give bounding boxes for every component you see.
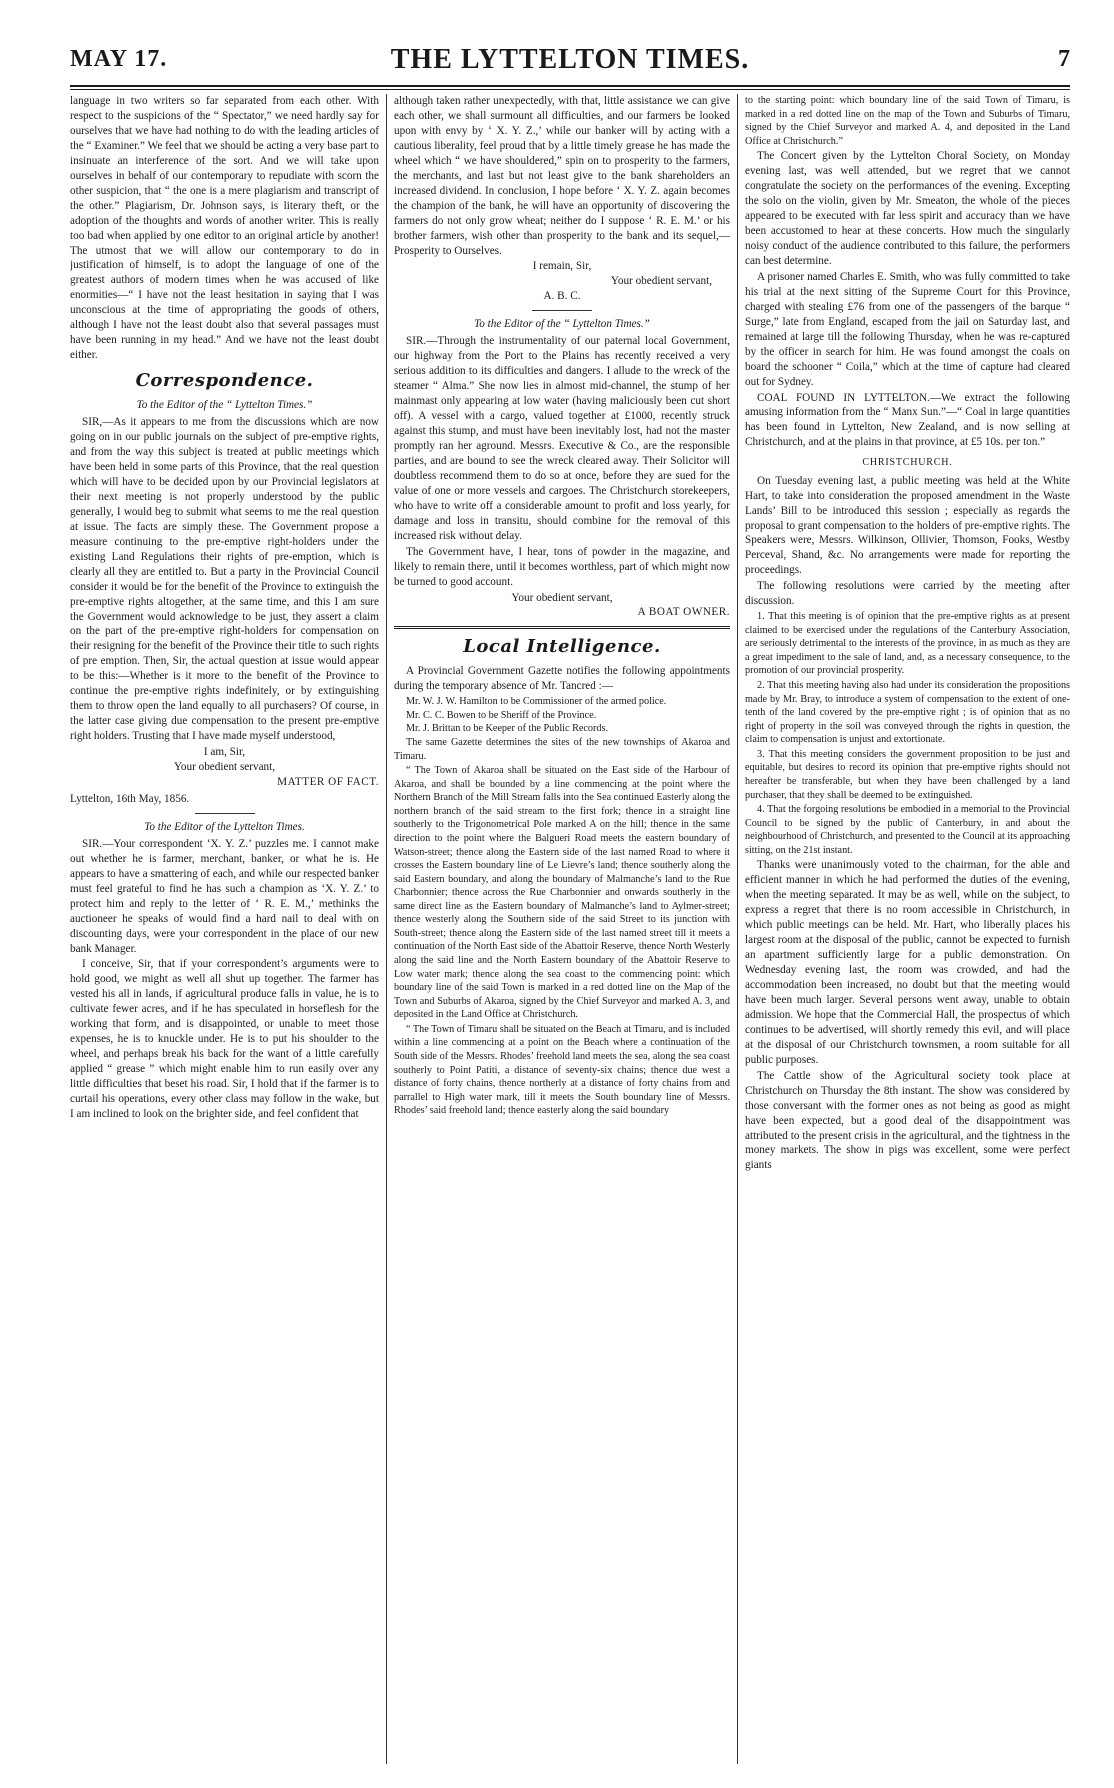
newspaper-title: THE LYTTELTON TIMES. xyxy=(390,44,750,75)
resolution: 4. That the forgoing resolutions be embodied in a memorial to the Provincial Council to be signed by the public of Canterbury, in and about the neighbourhood of Christchurch, and presented to the Council at its approaching sitting, on the 21st instant. xyxy=(745,804,1070,856)
gazette-timaru-continuation: to the starting point: which boundary line of the said Town of Timaru, is marked in a red dotted line on the map of the Town and Suburbs of Timaru, signed by the Chief Surveyor and marked A. 4, and deposited in the Land Office at Christchurch.” xyxy=(745,95,1070,147)
letter-body: SIR,—As it appears to me from the discussions which are now going on in our public journals on the subject of pre-emptive rights, and from the way this subject is treated at public meetings which have been held in some parts of this Province, that the real question which will have to be decided upon by our Provincial legislators at their next meeting is not properly understood by the public generally, I would beg to submit what seems to me the real question at issue. The facts are simply these. The Government propose a measure continuing to the pre-emptive right-holders under the existing Land Regulations their rights of pre-emption, which is clearly all they are entitled to. But a party in the Provincial Council consider it would be for the benefit of the Province to extinguish the pre-emptive rights altogether, at the same time, and this I am sure the Government would acknowledge to be just, they assert a claim on the part of the pre-emptive right-holders for compensation on their resigning for the benefit of the Province their title to such rights of pre emption. Then, Sir, the actual question at issue would appear to be this:—Whether is it more to the benefit of the Province to continue the pre-emptive rights indefinitely, or by extinguishing them to throw open the land equally to all purchasers? Of course, in the latter case giving due compensation to the present pre-emptive right holders. Trusting that I have made myself understood, xyxy=(70,416,379,743)
issue-date: MAY 17. xyxy=(70,46,168,72)
section-title-correspondence: Correspondence. xyxy=(135,370,314,392)
run-in-heading: COAL FOUND IN LYTTELTON. xyxy=(757,391,930,404)
header-rule-thin xyxy=(70,89,1070,90)
header-rule xyxy=(70,85,1070,87)
letter-closing: Your obedient servant, xyxy=(610,275,712,288)
column-3 xyxy=(745,94,1070,1764)
letter-closing: I remain, Sir, xyxy=(532,260,592,273)
news-item: The following resolutions were carried by the meeting after discussion. xyxy=(745,580,1070,608)
resolution: 2. That this meeting having also had under its consideration the propositions made by Mr. Bray, to introduce a system of compensation to the extent of one-tenth of the land covered by the pre-emptive right ; is of opinion that as no right of property in the soil was conveyed through the rights in question, the claim to compensation is unjust and extortionate. xyxy=(745,680,1070,746)
news-item-cattle-show: The Cattle show of the Agricultural society took place at Christchurch on Thursday the 8th instant. The show was considered by those conversant with the former ones as not being as good as might have been expected, but a good deal of the disappointment was attributed to the present crisis in the agricultural, and the tightness in the money markets. The show in pigs was excellent, some were perfect giants xyxy=(745,1069,1070,1172)
letter-address: To the Editor of the “ Lyttelton Times.” xyxy=(136,399,313,412)
page-number: 7 xyxy=(1058,46,1070,72)
letter-body: SIR.—Through the instrumentality of our paternal local Government, our highway from the Port to the Plains has recently received a very serious addition to its difficulties and dangers. I allude to the wreck of the steamer “ Alma.” She now lies in almost mid-channel, the stump of her mainmast only appearing at low water (having maliciously been cut short off). A vessel with a cargo, valued together at £1000, recently struck against this stump, and must have been inevitably lost, had not the master promptly ran her aground. Messrs. Executive & Co., are the responsible parties, and are bound to see the wreck cleared away. Their Solicitor will doubtless recommend them to do so at once, before they are sued for the value of one or more vessels and cargoes. The Christchurch storekeepers, who have to write off a considerable amount to profit and loss yearly, for damage and loss in transitu, should combine for the removal of this increased risk without delay. xyxy=(394,335,730,542)
letter-continuation: although taken rather unexpectedly, with that, little assistance we can give each other, we shall surmount all difficulties, and our farmers be looked upon with envy by ‘ X. Y. Z.,’ while our banker will by acting with a cautious liberality, feel proud that by a little timely grease he has made the wheel which “ we have shouldered,” spin on to prosperity to the farmers, the merchants, and last but not least give to the bank shareholders an increased dividend. In conclusion, I hope before ‘ X. Y. Z. again becomes the champion of the bank, he will have an opportunity of discovering the farmers do not only grow wheat; neither do I suppose ‘ R. E. M.’ or his brother farmers, wish other than prosperity to the bank and its sequel,—Prosperity to Ourselves. xyxy=(394,95,730,257)
column-divider xyxy=(386,94,387,1764)
letter-body: SIR.—Your correspondent ‘X. Y. Z.’ puzzles me. I cannot make out whether he is farmer, merchant, banker, or what he is. He appears to have a smattering of each, and while our respected banker must feel grateful to find he has such a champion as ‘X. Y. Z.’ to protect him and reply to the letter of ‘ R. E. M.,’ methinks the auctioneer he speaks of would find a hard nail to deal with on discounting days, were your correspondent in the place of our new bank Manager. xyxy=(70,837,379,955)
news-item-concert: The Concert given by the Lyttelton Choral Society, on Monday evening last, was well attended, but we regret that we cannot congratulate the society on the performances of the evening. Excepting the solo on the violin, given by Mr. Smeaton, the whole of the pieces appeared to be executed with far less spirit and accuracy than we have been accustomed to hear at these concerts. How much the singularly noisy conduct of the audience contributed to this failure, the performers can best determine. xyxy=(745,150,1070,267)
letter-closing: I am, Sir, xyxy=(203,746,246,759)
separator xyxy=(532,310,592,311)
news-item-coal xyxy=(745,391,1070,451)
appointment: Mr. W. J. W. Hamilton to be Commissioner of the armed police. xyxy=(406,696,667,708)
column-1 xyxy=(70,94,379,1764)
resolution: 3. That this meeting considers the government proposition to be just and equitable, but desires to record its opinion that pre-emptive rights should not hereafter be transferable, but when they have been challenged by a land purchaser, that they shall be deemed to be extinguished. xyxy=(745,748,1070,801)
section-title-local-intelligence: Local Intelligence. xyxy=(463,636,661,658)
section-rule xyxy=(394,626,730,629)
letter-address: To the Editor of the “ Lyttelton Times.” xyxy=(474,318,650,331)
letter-body: I conceive, Sir, that if your correspondent’s arguments were to hold good, we might as well all shut up together. The farmer has vested his all in lands, if agricultural produce falls in value, he is to cultivate fewer acres, and if he has speculated in horseflesh for the working that form, and is disappointed, or unable to meet those expenses, he is to knuckle under. He is to put his shoulder to the wheel, and perhaps break his back for the want of a little carefully applied “ grease ” which might enable him to run easily over any little difficulties that beset his road. Sir, I hold that if the farmer is to curtail his operations, every other class may follow in the wake, but I am inclined to look on the brighter side, and feel confident that xyxy=(70,958,379,1121)
separator xyxy=(195,813,255,814)
letter-signature: A. B. C. xyxy=(543,290,581,303)
letter-closing: Your obedient servant, xyxy=(511,591,613,604)
appointment: Mr. C. C. Bowen to be Sheriff of the Province. xyxy=(406,709,597,721)
page-header xyxy=(70,40,1070,80)
letter-body: The Government have, I hear, tons of powder in the magazine, and likely to remain there, until it becomes worthless, part of which might now be turned to good account. xyxy=(394,545,730,588)
news-item-meeting: On Tuesday evening last, a public meeting was held at the White Hart, to take into consideration the proposed amendment in the Waste Lands’ Bill to be introduced this session ; especially as regards the proposal to grant compensation to the holders of pre-emptive rights. The Speakers were, Messrs. Wilkinson, Ollivier, Thomson, Fooks, Westby Perceval, Shand, &c. No arrangements were made for reporting the proceedings. xyxy=(745,474,1070,577)
gazette-timaru: “ The Town of Timaru shall be situated on the Beach at Timaru, and is included within a line commencing at a point on the Beach where a continuation of the South side of the Messrs. Rhodes’ freehold land meets the sea, along the sea coast southerly to Point Patiti, a distance of seventy-six chains; thence due west a distance of forty chains, thence northerly at a distance of forty chains from and parrallel to High water mark, till it meets the South boundary line of Messrs. Rhodes’ said freehold land; thence easterly along the said boundary xyxy=(394,1023,730,1117)
subsection-title-christchurch: CHRISTCHURCH. xyxy=(862,457,953,469)
resolution: 1. That this meeting is of opinion that the pre-emptive rights as at present claimed to be exercised under the regulations of the Canterbury Association, are seriously detrimental to the interests of the province, in as much as they are a great impediment to the sale of land, and, as a necessary consequence, to the promotion of our provincial prosperity. xyxy=(745,611,1070,677)
letter-closing: Your obedient servant, xyxy=(173,761,276,774)
news-item-prisoner: A prisoner named Charles E. Smith, who was fully committed to take his trial at the next sitting of the Supreme Court for this Province, charged with stealing £76 from one of the passengers of the barque “ Surge,” late from England, escaped from the jail on Saturday last, and remained at large till the following Thursday, when he was re-captured by the officer in search for him. He was found amongst the coals on board the schooner “ Coila,” which at the time of capture had cleared out for Sydney. xyxy=(745,270,1070,388)
column-divider xyxy=(737,94,738,1764)
editorial-continuation: language in two writers so far separated from each other. With respect to the suspicions of the “ Spectator,” we need hardly say for ourselves that we have had nothing to do with the leading articles of the “ Examiner.” We feel that we should be acting a very base part to insinuate an interference of the sort. And we will take upon ourselves in behalf of our contemporary to repudiate with scorn the other suspicion, that “ the one is a mere plagiarism and transcript of the other.” Plagiarism, Dr. Johnson says, is literary theft, or the adoption of the thoughts and words of another writer. This is really too bad when applied by one editor to an original article by another! The utmost that we will allow our contemporary to do in justification of himself, is to adopt the language of one of the greatest authors of modern times when he was accused of like enormities—“ I have not the least hesitation in saying that I was unconscious at the time of appropriating the goods of others, although I have not the least doubt also that several passages must have been running in my head.” And we have not the least doubt either. xyxy=(70,95,379,362)
letter-dateline: Lyttelton, 16th May, 1856. xyxy=(70,792,190,805)
letter-signature: MATTER OF FACT. xyxy=(277,776,379,788)
letter-address: To the Editor of the Lyttelton Times. xyxy=(144,820,305,833)
news-item: The same Gazette determines the sites of the new townships of Akaroa and Timaru. xyxy=(394,737,730,762)
appointment: Mr. J. Brittan to be Keeper of the Public Records. xyxy=(406,723,609,735)
news-item-thanks: Thanks were unanimously voted to the chairman, for the able and efficient manner in which he had performed the duties of the evening, when the meeting separated. It may be as well, while on the subject, to express a regret that there is no room accessible in Christchurch, in which public meetings can be held. Mr. Hart, who liberally places his largest room at the disposal of the public, cannot be expected to furnish an apartment sufficiently large for a public demonstration. On Wednesday evening last, the room was crowded, and had the accommodation been increased, no doubt but that the meeting would have been much larger. Several persons went away, unable to obtain admission. We hope that the Commercial Hall, the prospectus of which continues to be advertised, will shortly remedy this evil, and will place at the disposal of our Christchurch townsmen, a room suitable for all public purposes. xyxy=(745,859,1070,1066)
news-item: A Provincial Government Gazette notifies the following appointments during the temporary absence of Mr. Tancred :— xyxy=(394,665,730,693)
letter-signature: A BOAT OWNER. xyxy=(637,606,730,619)
gazette-akaroa: “ The Town of Akaroa shall be situated on the East side of the Harbour of Akaroa, and shall be bounded by a line commencing at the point where the Northern Branch of the Mill Stream falls into the Sea continued Easterly along the northern branch of the said stream to the first fork; thence in a straight line southerly to the Trigonometrical Pole marked A on the hill; thence in the same direction to the point where the Balgueri Road meets the eastern boundary of Watson-street; thence along the Eastern side of the last named Road to where it crosses the Eastern boundary line of Le Lievre’s land; thence southerly along the said Eastern boundary, and along the boundary of Malmanche’s land to the Rue Charbonnier; thence across the Rue Charbonnier and onwards southerly in the same direct line as the Eastern boundary of Malmanche’s land to Aylmer-street; thence westerly along the Southern side of the said Street to its junction with South-street; thence along the Eastern side of the last named street till it meets a continuation of the North East side of the Abattoir Reserve, thence North Westerly along the said line and the North Eastern boundary of the Abattoir Reserve to Low water mark; thence along the sea coast to the commencing point: which boundary line of the said Town is marked in a red dotted line on the Map of the Town and Suburbs of Akaroa, signed by the Chief Surveyor and marked A. 3, and deposited in the Land Office at Christchurch. xyxy=(394,765,730,1021)
column-2 xyxy=(394,94,730,1764)
news-text: —We extract the following amusing information from the “ Manx Sun.”—“ Coal in large quantities has been found in Lyttelton, New Zealand, and is now selling at Christchurch, and at the plains in that province, at £5 10s. per ton.” xyxy=(745,391,1070,449)
